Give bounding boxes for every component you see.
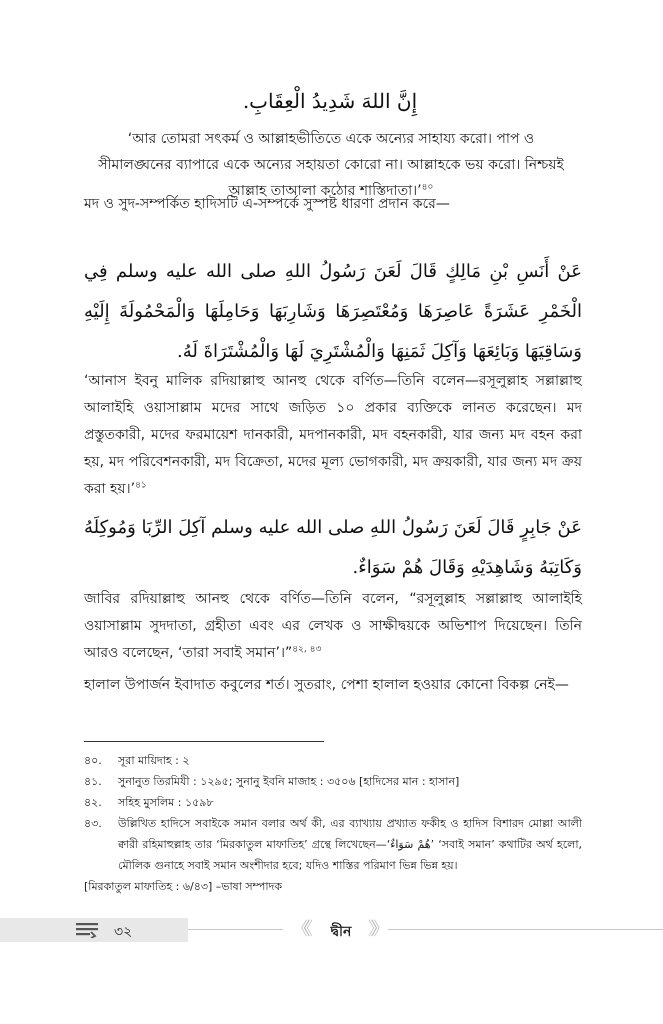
hadith-anas-arabic: عَنْ أَنَسِ بْنِ مَالِكٍ قَالَ لَعَنَ رَسُولُ اللهِ صلى الله عليه وسلم فِي الْخَمْرِ عَشَرَةً عَاصِرَهَا وَمُعْتَصِرَهَا وَشَارِبَهَا وَحَامِلَهَا وَالْمَحْمُولَةَ إِلَيْهِ وَسَاقِيَهَا وَبَائِعَهَا وَآكِلَ ثَمَنِهَا وَالْمُشْتَرِيَ لَهَا وَالْمُشْتَرَاةَ لَهُ.	[84, 261, 582, 362]
page-footer	[0, 918, 663, 942]
footnote-item	[84, 792, 582, 813]
footnote-number: ৪০.	[84, 754, 102, 767]
intro-paragraph: মদ ও সুদ-সম্পর্কিত হাদিসটি এ-সম্পর্কে সুস্পষ্ট ধারণা প্রদান করে—	[84, 196, 450, 212]
footnote-number: ৪৩.	[84, 817, 102, 830]
footer-rule-right	[388, 929, 663, 930]
hadith-jabir-translation: জাবির রদিয়াল্লাহু আনহু থেকে বর্ণিত—তিনি বলেন, “রসূলুল্লাহ সল্লাল্লাহু আলাইহি ওয়াসাল্লাম সুদদাতা, গ্রহীতা এবং এর লেখক ও সাক্ষীদ্বয়কে অভিশাপ দিয়েছেন। তিনি আরও বলেছেন, ‘তারা সবাই সমান’।”$^{৪২, ৪৩}$	[84, 591, 582, 661]
footnote-item	[84, 771, 582, 792]
halal-paragraph: হালাল উপার্জন ইবাদাত কবুলের শর্ত। সুতরাং, পেশা হালাল হওয়ার কোনো বিকল্প নেই—	[84, 677, 569, 693]
footnote-number: ৪১.	[84, 775, 102, 788]
page-number: ৩২	[114, 924, 133, 940]
footnote-ref: ৪২, ৪৩	[292, 644, 322, 655]
verse-translation: ‘আর তোমরা সৎকর্ম ও আল্লাহভীতিতে একে অন্যের সাহায্য করো। পাপ ও সীমালঙ্ঘনের ব্যাপারে একে অন্যের সহায়তা কোরো না। আল্লাহকে ভয় করো। নিশ্চয়ই আল্লাহ তাআলা কঠোর শাস্তিদাতা।’$^{৪০}$	[98, 131, 564, 199]
menu-lines-icon	[76, 922, 98, 938]
footnote-ref: ৪১	[135, 480, 147, 491]
footnote-text: সূরা মায়িদাহ : ২	[118, 754, 190, 767]
quran-verse-arabic: إِنَّ اللهَ شَدِيدُ الْعِقَابِ.	[242, 89, 418, 113]
footnote-text: সুনানুত তিরমিযী : ১২৯৫; সুনানু ইবনি মাজাহ : ৩৫০৬ [হাদিসের মান : হাসান]	[118, 775, 460, 788]
footer-rule-left	[188, 929, 283, 930]
footnote-divider	[84, 741, 324, 742]
chevron-left-icon: 《《	[292, 919, 307, 940]
footnote-text: সহিহ মুসলিম : ১৫৯৮	[118, 796, 214, 809]
book-title: দ্বীন	[330, 924, 352, 940]
footnotes	[84, 750, 582, 897]
footnote-item	[84, 813, 582, 876]
hadith-anas-translation: ‘আনাস ইবনু মালিক রদিয়াল্লাহু আনহু থেকে বর্ণিত—তিনি বলেন—রসূলুল্লাহ সল্লাল্লাহু আলাইহি ওয়াসাল্লাম মদের সাথে জড়িত ১০ প্রকার ব্যক্তিকে লানত করেছেন। মদ প্রস্তুতকারী, মদের ফরমায়েশ দানকারী, মদপানকারী, মদ বহনকারী, যার জন্য মদ বহন করা হয়, মদ পরিবেশনকারী, মদ বিক্রেতা, মদের মূল্য ভোগকারী, মদ ক্রয়কারী, যার জন্য মদ ক্রয় করা হয়।’$^{৪১}$	[84, 373, 582, 497]
footnote-text: উল্লিখিত হাদিসে সবাইকে সমান বলার অর্থ কী, এর ব্যাখ্যায় প্রখ্যাত ফকীহ ও হাদিস বিশারদ মোল্লা আলী ক্বারী রহিমাহুল্লাহ তার ‘মিরকাতুল মাফাতিহ’ গ্রন্থে লিখেছেন—‘هُمْ سَوَاءٌ’ ‘সবাই সমান’ কথাটির অর্থ হলো, মৌলিক গুনাহে সবাই সমান অংশীদার হবে; যদিও শাস্তির পরিমাণ ভিন্ন ভিন্ন হয়।	[118, 817, 583, 872]
footnote-ref: ৪০	[421, 182, 434, 193]
hadith-jabir-arabic: عَنْ جَابِرٍ قَالَ لَعَنَ رَسُولُ اللهِ صلى الله عليه وسلم آكِلَ الرِّبَا وَمُوكِلَهُ وَكَاتِبَهُ وَشَاهِدَيْهِ وَقَالَ هُمْ سَوَاءٌ.	[84, 517, 582, 578]
chevron-right-icon: 》》	[368, 919, 383, 940]
footnote-number: ৪২.	[84, 796, 102, 809]
footnote-item	[84, 750, 582, 771]
footnote-continuation: [মিরকাতুল মাফাতিহ : ৬/৪৩] –ভাষা সম্পাদক	[84, 880, 283, 893]
